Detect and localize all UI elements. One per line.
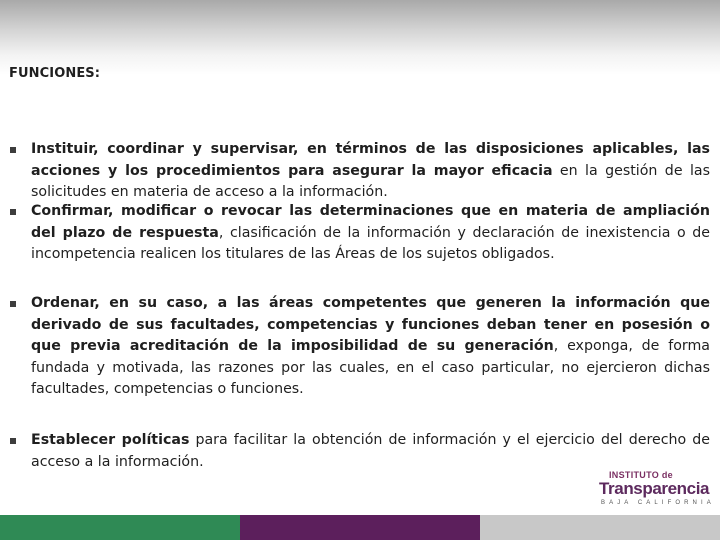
bullet-text: en la gestión de las solicitudes en materia de acceso a la información. bbox=[31, 162, 710, 200]
bullet-bold-text: Establecer políticas bbox=[31, 432, 190, 448]
footer-segment-grey bbox=[480, 515, 720, 540]
bullet-item bbox=[9, 201, 710, 266]
bullet-item bbox=[9, 139, 710, 204]
logo-sub-text: BAJA CALIFORNIA bbox=[601, 500, 715, 506]
logo-top-text: INSTITUTO de bbox=[609, 470, 673, 480]
square-bullet-icon bbox=[10, 209, 16, 215]
footer-segment-green bbox=[0, 515, 240, 540]
institute-logo bbox=[599, 470, 715, 512]
square-bullet-icon bbox=[10, 301, 16, 307]
bullet-bold-text: Confirmar, modificar o revocar las determinaciones que en materia de ampliación del plazo de respuesta bbox=[31, 203, 710, 241]
section-heading: FUNCIONES: bbox=[9, 66, 101, 81]
footer-bar bbox=[0, 515, 720, 540]
square-bullet-icon bbox=[10, 147, 16, 153]
bullet-bold-text: Ordenar, en su caso, a las áreas competentes que generen la información que derivado de sus facultades, competencias y funciones deban tener en posesión o que previa acreditación de la imposibilidad de su generación bbox=[31, 295, 710, 354]
bullet-text: para facilitar la obtención de información y el ejercicio del derecho de acceso a la información. bbox=[31, 432, 710, 470]
bullet-item bbox=[9, 293, 710, 401]
bullet-item bbox=[9, 430, 710, 473]
bullet-bold-text: Instituir, coordinar y supervisar, en términos de las disposiciones aplicables, las acciones y los procedimientos para asegurar la mayor eficacia bbox=[31, 141, 710, 179]
square-bullet-icon bbox=[10, 438, 16, 444]
bullet-text: , exponga, de forma fundada y motivada, las razones por las cuales, en el caso particular, no ejercieron dichas facultades, competencias o funciones. bbox=[31, 338, 711, 397]
bullet-text: , clasificación de la información y declaración de inexistencia o de incompetencia realicen los titulares de las Áreas de los sujetos obligados. bbox=[31, 224, 711, 262]
footer-segment-purple bbox=[240, 515, 480, 540]
logo-main-text: Transparencia bbox=[599, 479, 710, 498]
